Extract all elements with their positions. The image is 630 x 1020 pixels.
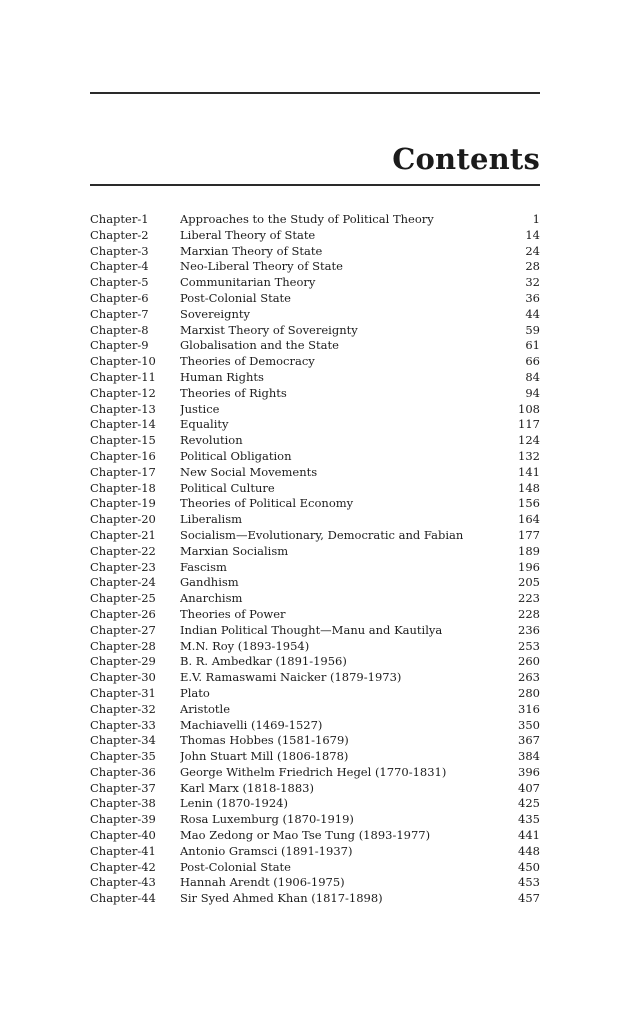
- toc-title: Karl Marx (1818-1883): [180, 780, 314, 795]
- toc-row: [90, 796, 540, 812]
- toc-chapter-label: Chapter-28: [90, 638, 156, 653]
- toc-chapter-label: Chapter-9: [90, 338, 149, 353]
- toc-title: Revolution: [180, 433, 243, 448]
- toc-row: [90, 670, 540, 686]
- toc-row: [90, 875, 540, 891]
- toc-page-number: 117: [518, 417, 540, 432]
- toc-row: [90, 228, 540, 244]
- toc-title: Sovereignty: [180, 306, 250, 321]
- toc-row: [90, 733, 540, 749]
- toc-title: Rosa Luxemburg (1870-1919): [180, 812, 354, 827]
- toc-chapter-label: Chapter-8: [90, 322, 149, 337]
- toc-chapter-label: Chapter-2: [90, 227, 149, 242]
- toc-title: Neo-Liberal Theory of State: [180, 259, 343, 274]
- toc-page-number: 59: [525, 322, 540, 337]
- toc-title: Political Culture: [180, 480, 275, 495]
- toc-chapter-label: Chapter-37: [90, 780, 156, 795]
- toc-title: Theories of Rights: [180, 385, 287, 400]
- toc-page-number: 384: [518, 749, 540, 764]
- toc-page-number: 236: [518, 622, 540, 637]
- toc-title: Aristotle: [180, 701, 231, 716]
- toc-row: [90, 812, 540, 828]
- toc-title: Sir Syed Ahmed Khan (1817-1898): [180, 891, 383, 906]
- toc-title: Anarchism: [180, 591, 243, 606]
- toc-page-number: 132: [518, 448, 540, 463]
- toc-row: [90, 781, 540, 797]
- toc-chapter-label: Chapter-20: [90, 512, 156, 527]
- toc-title: M.N. Roy (1893-1954): [180, 638, 310, 653]
- toc-row: [90, 623, 540, 639]
- toc-row: [90, 386, 540, 402]
- toc-row: [90, 212, 540, 228]
- toc-title: Globalisation and the State: [180, 338, 339, 353]
- toc-page-number: 425: [518, 796, 540, 811]
- toc-chapter-label: Chapter-27: [90, 622, 156, 637]
- toc-row: [90, 749, 540, 765]
- toc-page-number: 1: [532, 212, 540, 226]
- toc-chapter-label: Chapter-16: [90, 448, 156, 463]
- toc-chapter-label: Chapter-10: [90, 354, 156, 369]
- toc-chapter-label: Chapter-5: [90, 275, 149, 290]
- toc-page-number: 316: [518, 701, 540, 716]
- toc-chapter-label: Chapter-41: [90, 843, 156, 858]
- toc-title: Plato: [180, 685, 210, 700]
- toc-chapter-label: Chapter-25: [90, 591, 156, 606]
- toc-page-number: 84: [525, 369, 540, 384]
- toc-page-number: 407: [518, 780, 540, 795]
- page-title: Contents: [392, 142, 540, 176]
- toc-page-number: 453: [518, 875, 540, 890]
- toc-page-number: 24: [525, 243, 540, 258]
- toc-chapter-label: Chapter-30: [90, 670, 156, 685]
- toc-chapter-label: Chapter-21: [90, 527, 156, 542]
- toc-page-number: 263: [518, 670, 540, 685]
- toc-row: [90, 528, 540, 544]
- toc-page-number: 14: [525, 227, 540, 242]
- toc-row: [90, 844, 540, 860]
- toc-title: Antonio Gramsci (1891-1937): [180, 843, 353, 858]
- toc-chapter-label: Chapter-11: [90, 369, 156, 384]
- toc-page-number: 177: [518, 527, 540, 542]
- toc-page-number: 280: [518, 685, 540, 700]
- toc-page-number: 223: [518, 591, 540, 606]
- toc-title: Post-Colonial State: [180, 290, 291, 305]
- toc-row: [90, 465, 540, 481]
- toc-chapter-label: Chapter-34: [90, 733, 156, 748]
- toc-page-number: 28: [525, 259, 540, 274]
- toc-chapter-label: Chapter-38: [90, 796, 156, 811]
- toc-title: Communitarian Theory: [180, 275, 316, 290]
- toc-chapter-label: Chapter-19: [90, 496, 156, 511]
- toc-chapter-label: Chapter-35: [90, 749, 156, 764]
- toc-title: Thomas Hobbes (1581-1679): [180, 733, 349, 748]
- toc-page-number: 141: [518, 464, 540, 479]
- toc-title: Liberal Theory of State: [180, 227, 316, 242]
- toc-title: Mao Zedong or Mao Tse Tung (1893-1977): [180, 828, 431, 843]
- toc-page-number: 124: [518, 433, 540, 448]
- toc-chapter-label: Chapter-36: [90, 764, 156, 779]
- toc-row: [90, 718, 540, 734]
- toc-page-number: 367: [518, 733, 540, 748]
- toc-page-number: 260: [518, 654, 540, 669]
- toc-row: [90, 891, 540, 907]
- toc-page-number: 435: [518, 812, 540, 827]
- toc-title: New Social Movements: [180, 464, 318, 479]
- toc-title: Theories of Power: [180, 606, 286, 621]
- toc-page-number: 32: [525, 275, 540, 290]
- toc-title: Marxist Theory of Sovereignty: [180, 322, 358, 337]
- toc-title: Human Rights: [180, 369, 264, 384]
- toc-page-number: 396: [518, 764, 540, 779]
- toc-row: [90, 575, 540, 591]
- toc-row: [90, 417, 540, 433]
- toc-chapter-label: Chapter-22: [90, 543, 156, 558]
- toc-row: [90, 354, 540, 370]
- toc-row: [90, 686, 540, 702]
- toc-list: [90, 212, 540, 907]
- toc-row: [90, 702, 540, 718]
- toc-chapter-label: Chapter-18: [90, 480, 156, 495]
- toc-page-number: 450: [518, 859, 540, 874]
- toc-row: [90, 338, 540, 354]
- toc-page-number: 156: [518, 496, 540, 511]
- toc-row: [90, 765, 540, 781]
- toc-title: Approaches to the Study of Political Theory: [180, 212, 434, 226]
- toc-row: [90, 323, 540, 339]
- toc-title: Machiavelli (1469-1527): [180, 717, 323, 732]
- toc-row: [90, 496, 540, 512]
- toc-page-number: 148: [518, 480, 540, 495]
- toc-chapter-label: Chapter-33: [90, 717, 156, 732]
- toc-page-number: 189: [518, 543, 540, 558]
- toc-title: Fascism: [180, 559, 227, 574]
- toc-page-number: 164: [518, 512, 540, 527]
- toc-chapter-label: Chapter-12: [90, 385, 156, 400]
- toc-page-number: 253: [518, 638, 540, 653]
- toc-row: [90, 828, 540, 844]
- toc-chapter-label: Chapter-40: [90, 828, 156, 843]
- toc-title: Post-Colonial State: [180, 859, 291, 874]
- toc-page-number: 441: [518, 828, 540, 843]
- toc-chapter-label: Chapter-1: [90, 212, 149, 226]
- toc-page-number: 36: [525, 290, 540, 305]
- toc-chapter-label: Chapter-15: [90, 433, 156, 448]
- toc-page-number: 228: [518, 606, 540, 621]
- toc-page-number: 448: [518, 843, 540, 858]
- toc-chapter-label: Chapter-4: [90, 259, 149, 274]
- toc-title: Theories of Political Economy: [180, 496, 354, 511]
- toc-chapter-label: Chapter-7: [90, 306, 149, 321]
- toc-row: [90, 259, 540, 275]
- toc-title: E.V. Ramaswami Naicker (1879-1973): [180, 670, 402, 685]
- toc-chapter-label: Chapter-17: [90, 464, 156, 479]
- toc-title: Liberalism: [180, 512, 242, 527]
- toc-chapter-label: Chapter-23: [90, 559, 156, 574]
- toc-row: [90, 654, 540, 670]
- toc-chapter-label: Chapter-39: [90, 812, 156, 827]
- toc-row: [90, 860, 540, 876]
- toc-row: [90, 433, 540, 449]
- toc-page-number: 94: [525, 385, 540, 400]
- toc-title: Theories of Democracy: [180, 354, 315, 369]
- toc-title: Gandhism: [180, 575, 239, 590]
- toc-chapter-label: Chapter-24: [90, 575, 156, 590]
- toc-row: [90, 607, 540, 623]
- toc-row: [90, 639, 540, 655]
- toc-title: Socialism—Evolutionary, Democratic and Fabian: [180, 527, 464, 542]
- toc-chapter-label: Chapter-43: [90, 875, 156, 890]
- toc-chapter-label: Chapter-42: [90, 859, 156, 874]
- toc-page-number: 205: [518, 575, 540, 590]
- toc-row: [90, 591, 540, 607]
- toc-chapter-label: Chapter-44: [90, 891, 156, 906]
- toc-chapter-label: Chapter-31: [90, 685, 156, 700]
- toc-row: [90, 512, 540, 528]
- toc-row: [90, 544, 540, 560]
- toc-chapter-label: Chapter-14: [90, 417, 156, 432]
- toc-row: [90, 291, 540, 307]
- toc-title: Hannah Arendt (1906-1975): [180, 875, 345, 890]
- toc-title: George Withelm Friedrich Hegel (1770-1831): [180, 764, 447, 779]
- toc-row: [90, 275, 540, 291]
- toc-title: B. R. Ambedkar (1891-1956): [180, 654, 347, 669]
- toc-row: [90, 370, 540, 386]
- toc-page-number: 61: [525, 338, 540, 353]
- toc-page-number: 457: [518, 891, 540, 906]
- toc-chapter-label: Chapter-13: [90, 401, 156, 416]
- toc-title: Indian Political Thought—Manu and Kautilya: [180, 622, 443, 637]
- toc-title: Justice: [180, 401, 220, 416]
- top-rule: [90, 92, 540, 94]
- toc-title: John Stuart Mill (1806-1878): [180, 749, 349, 764]
- toc-row: [90, 449, 540, 465]
- toc-page-number: 44: [525, 306, 540, 321]
- toc-chapter-label: Chapter-26: [90, 606, 156, 621]
- title-rule: [90, 184, 540, 186]
- toc-row: [90, 560, 540, 576]
- toc-chapter-label: Chapter-3: [90, 243, 149, 258]
- toc-chapter-label: Chapter-6: [90, 290, 149, 305]
- toc-page-number: 196: [518, 559, 540, 574]
- toc-page-number: 108: [518, 401, 540, 416]
- toc-chapter-label: Chapter-32: [90, 701, 156, 716]
- toc-row: [90, 402, 540, 418]
- toc-title: Political Obligation: [180, 448, 292, 463]
- toc-row: [90, 307, 540, 323]
- toc-row: [90, 244, 540, 260]
- toc-title: Marxian Theory of State: [180, 243, 323, 258]
- toc-title: Equality: [180, 417, 229, 432]
- toc-chapter-label: Chapter-29: [90, 654, 156, 669]
- toc-title: Lenin (1870-1924): [180, 796, 288, 811]
- toc-page-number: 350: [518, 717, 540, 732]
- toc-row: [90, 481, 540, 497]
- toc-title: Marxian Socialism: [180, 543, 289, 558]
- toc-page-number: 66: [525, 354, 540, 369]
